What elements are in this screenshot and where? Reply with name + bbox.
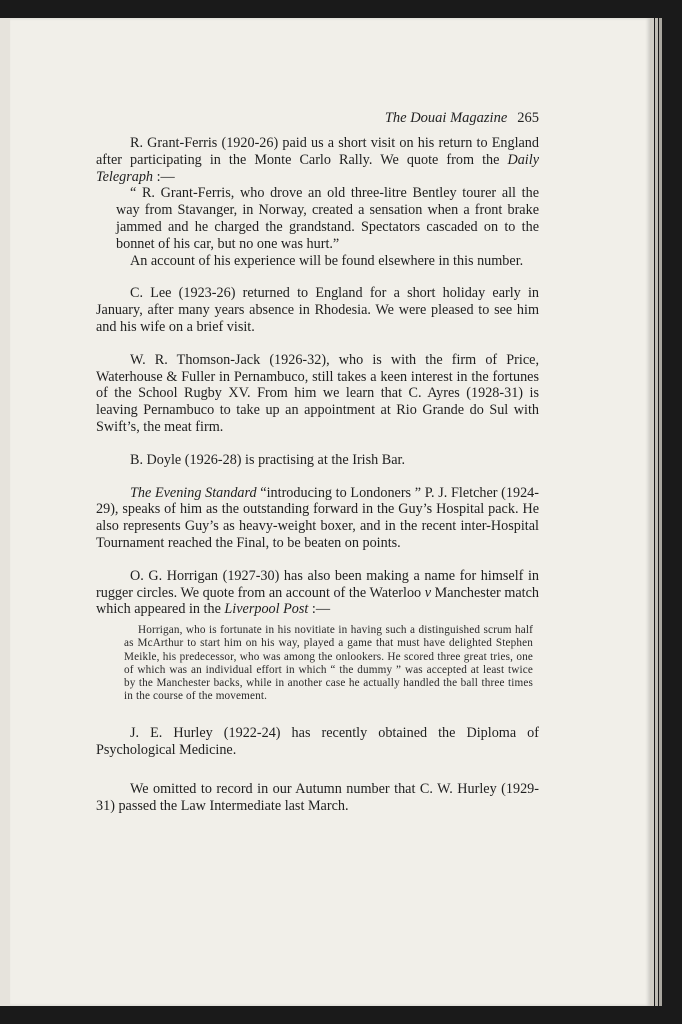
paragraph-je-hurley: J. E. Hurley (1922-24) has recently obtained the Diploma of Psychological Medicine. xyxy=(96,725,539,759)
newspaper-title: The Evening Standard xyxy=(130,484,257,501)
page-stack-edge xyxy=(655,18,658,1006)
page-stack-edge xyxy=(659,18,662,1006)
paragraph-fletcher: The Evening Standard “introducing to Londoners ” P. J. Fletcher (1924-29), speaks of him as the outstanding forward in the Guy’s Hospital pack. He also represents Guy’s as heavy-weight boxer, and in the recent inter-Hospital Tournament reached the Final, to be beaten on points. xyxy=(96,484,539,551)
adjacent-page-edge xyxy=(0,18,10,1006)
block-quotation-liverpool-post: Horrigan, who is fortunate in his novitiate in having such a distinguished scrum half as McArthur to start him on his way, played a game that must have delighted Stephen Meikle, his predecessor, who was among the onlookers. He scored three great tries, one of which was an individual effort in which “ the dummy ” was accepted at least twice by the Manchester backs, while in another case he actually handled the ball three times in the course of the movement. xyxy=(124,624,533,703)
paragraph-horrigan: O. G. Horrigan (1927-30) has also been making a name for himself in rugger circles. We quote from an account of the Waterloo v Manchester match which appeared in the Liverpool Post :— xyxy=(96,567,540,618)
paragraph-cw-hurley: We omitted to record in our Autumn number that C. W. Hurley (1929-31) passed the Law Intermediate last March. xyxy=(96,780,539,814)
page-number: 265 xyxy=(517,110,539,126)
article-body xyxy=(96,135,539,815)
paragraph-doyle: B. Doyle (1926-28) is practising at the Irish Bar. xyxy=(130,451,406,468)
newspaper-title: Liverpool Post xyxy=(224,601,309,618)
paragraph-thomson-jack: W. R. Thomson-Jack (1926-32), who is with the firm of Price, Waterhouse & Fuller in Pernambuco, still takes a keen interest in the fortunes of the School Rugby XV. From him we learn that C. Ayres (1928-31) is leaving Pernambuco to take up an appointment at Rio Grande do Sul with Swift’s, the meat firm. xyxy=(96,351,539,435)
paragraph-grant-ferris: R. Grant-Ferris (1920-26) paid us a short visit on his return to England after participating in the Monte Carlo Rally. We quote from the Daily Telegraph :— xyxy=(96,135,539,185)
quotation-telegraph: “ R. Grant-Ferris, who drove an old three-litre Bentley tourer all the way from Stavanger, in Norway, created a sensation when a front brake jammed and he charged the grandstand. Spectators cascaded on to the bonnet of his car, but no one was hurt.” xyxy=(116,185,539,252)
page-stack-edge xyxy=(650,18,654,1006)
paragraph-account-note: An account of his experience will be found elsewhere in this number. xyxy=(130,252,524,269)
magazine-title: The Douai Magazine xyxy=(384,110,508,126)
paragraph-lee: C. Lee (1923-26) returned to England for a short holiday early in January, after many years absence in Rhodesia. We were pleased to see him and his wife on a brief visit. xyxy=(96,285,539,335)
newspaper-title: Daily Telegraph xyxy=(96,151,539,185)
running-header xyxy=(96,110,539,127)
